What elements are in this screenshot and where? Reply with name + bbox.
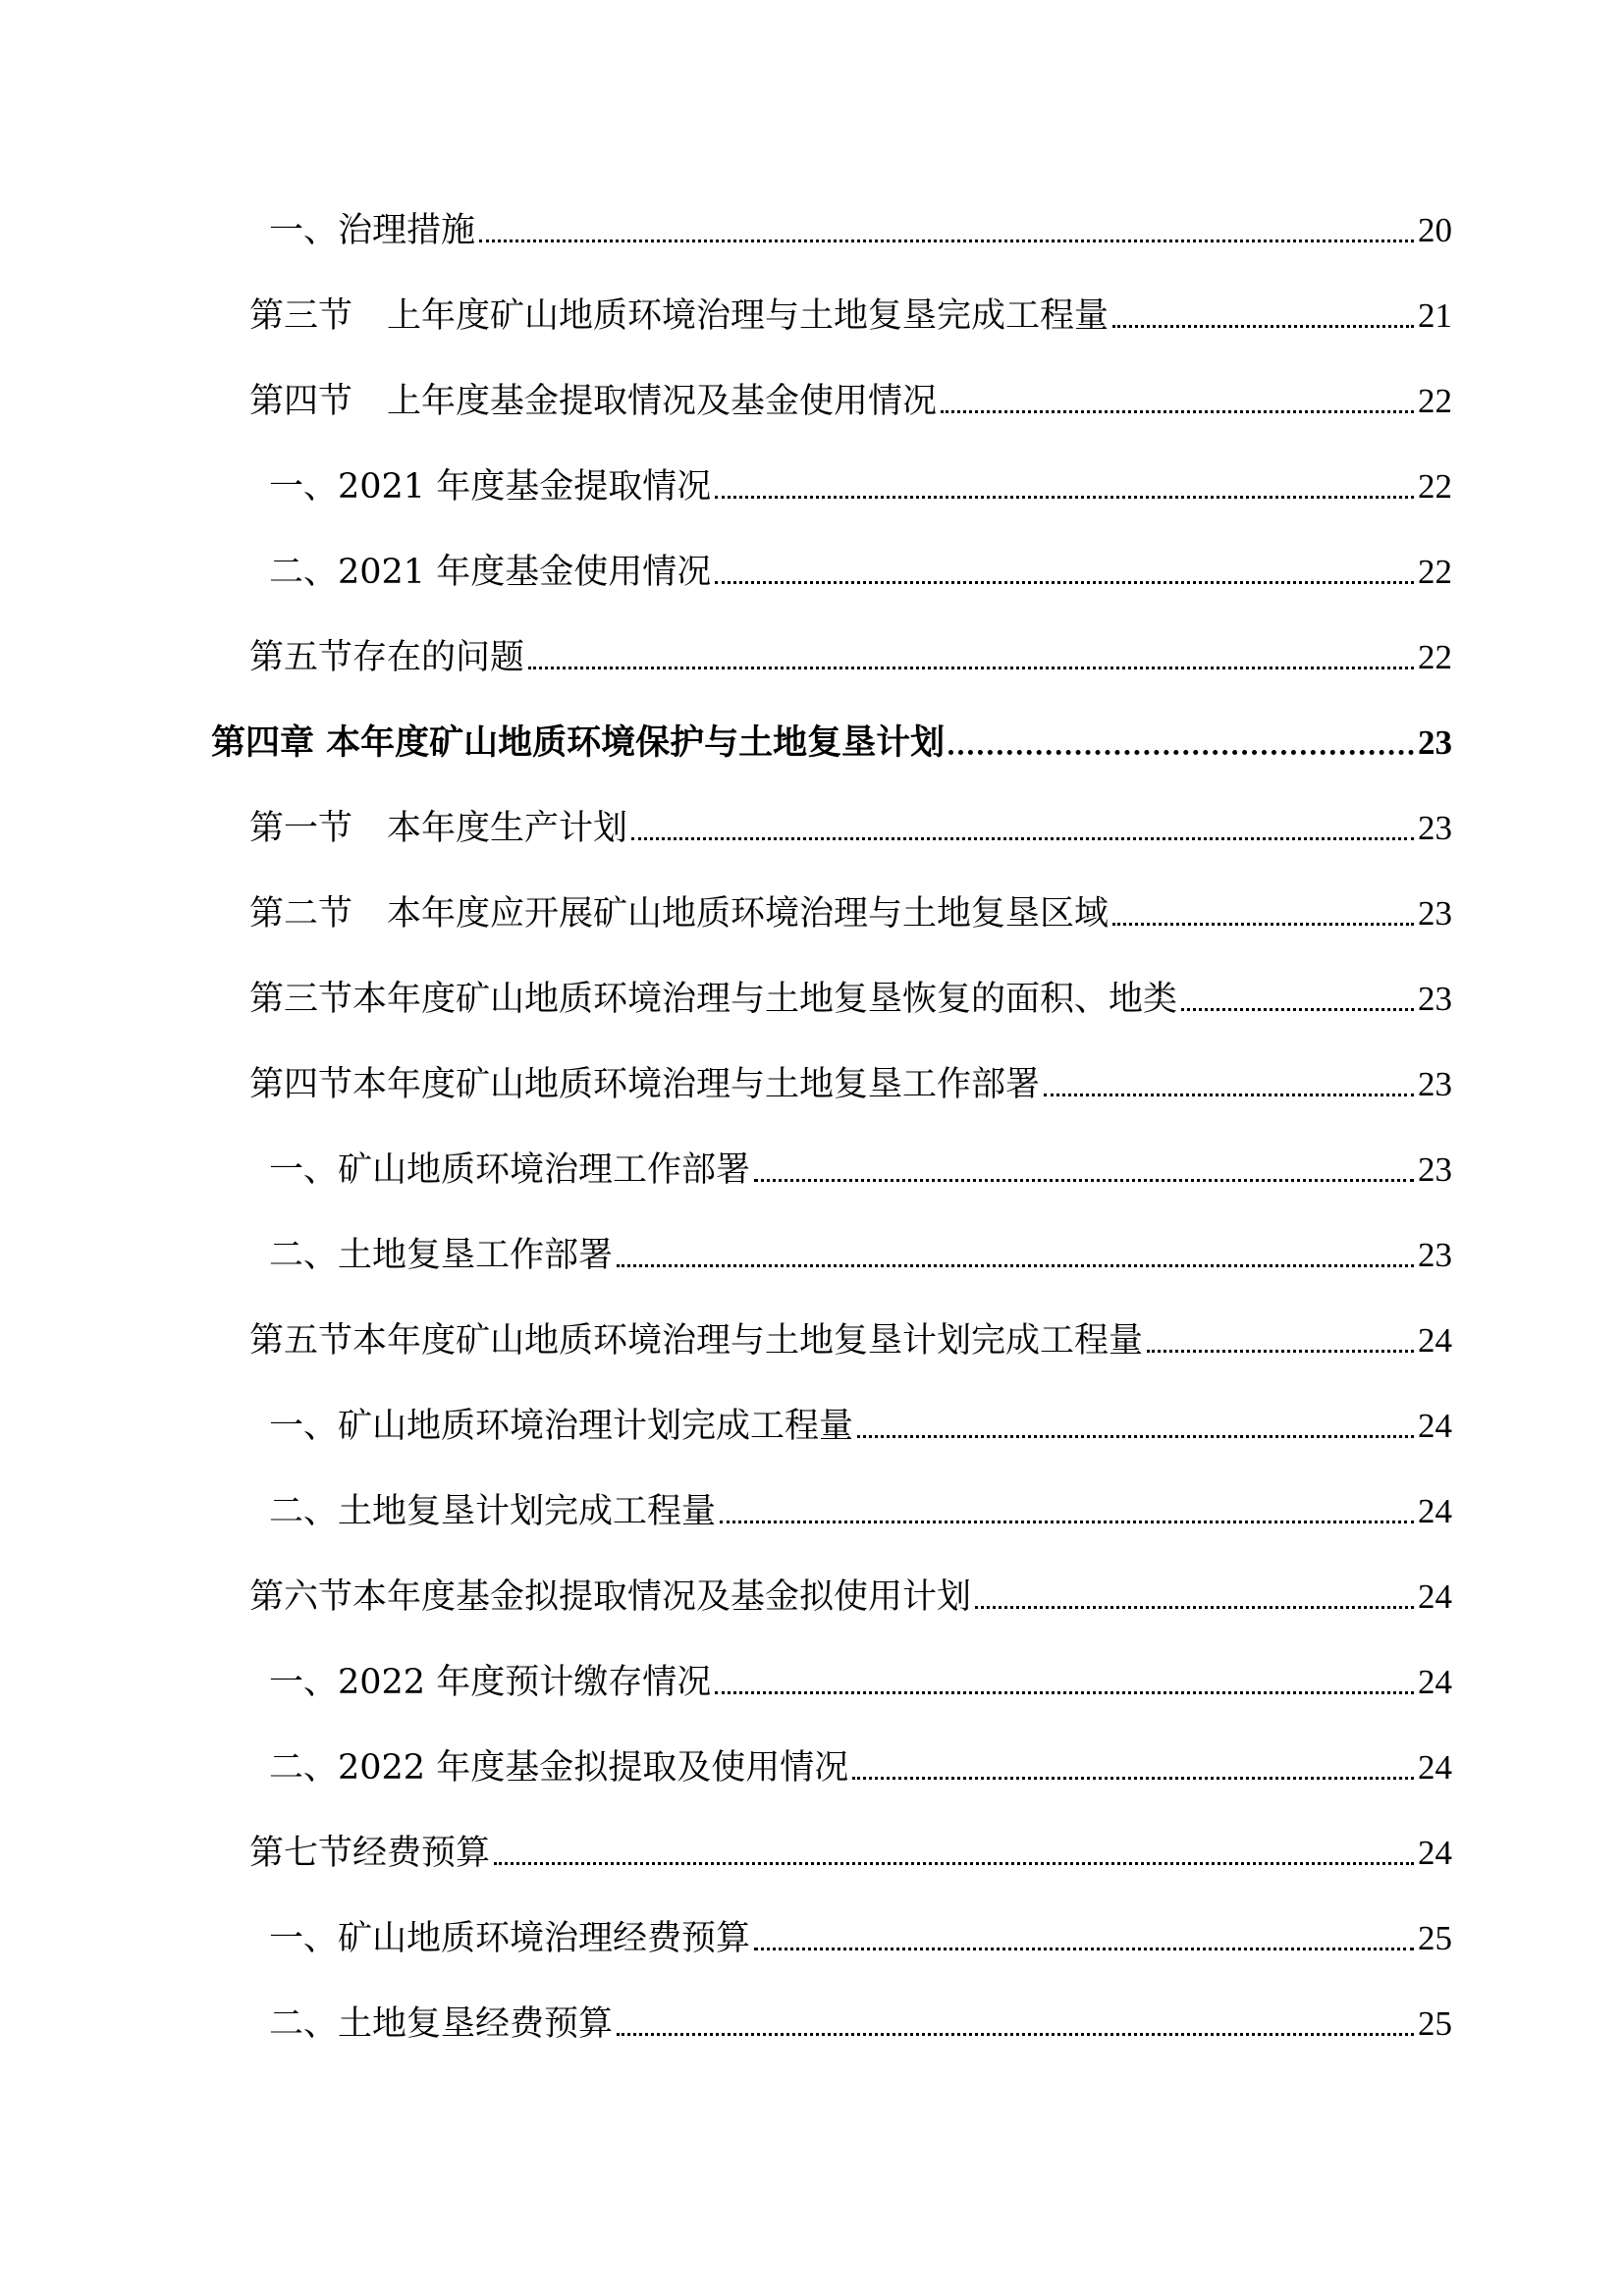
- toc-entry-title: 第三节 上年度矿山地质环境治理与土地复垦完成工程量: [249, 296, 1110, 336]
- toc-dot-leader: [754, 1179, 1414, 1182]
- toc-page-number: 22: [1418, 467, 1452, 506]
- toc-dot-leader: [1181, 1008, 1414, 1011]
- toc-page-number: 25: [1418, 2004, 1452, 2043]
- toc-entry[interactable]: [0, 608, 1624, 693]
- toc-dot-leader: [494, 1862, 1414, 1865]
- toc-dot-leader: [617, 1264, 1414, 1267]
- toc-entry[interactable]: [0, 1974, 1624, 2059]
- toc-page-number: 23: [1418, 980, 1452, 1018]
- toc-page-number: 22: [1418, 553, 1452, 591]
- toc-page-number: 20: [1418, 211, 1452, 249]
- toc-entry-title: 一、2021 年度基金提取情况: [269, 467, 712, 507]
- toc-entry[interactable]: [0, 778, 1624, 864]
- toc-page-number: 23: [1418, 894, 1452, 933]
- toc-entry-title: 一、治理措施: [269, 211, 476, 250]
- toc-page-number: 23: [1418, 1065, 1452, 1103]
- toc-entry[interactable]: [0, 266, 1624, 351]
- toc-entry-title: 第五节存在的问题: [249, 638, 525, 677]
- toc-entry[interactable]: [0, 1205, 1624, 1291]
- toc-dot-leader: [1112, 325, 1414, 328]
- toc-page-number: 23: [1418, 723, 1452, 762]
- toc-page-number: 23: [1418, 1236, 1452, 1274]
- toc-dot-leader: [852, 1777, 1414, 1780]
- toc-page-number: 24: [1418, 1663, 1452, 1701]
- toc-page-number: 22: [1418, 382, 1452, 420]
- toc-entry-title: 第四节本年度矿山地质环境治理与土地复垦工作部署: [249, 1065, 1041, 1104]
- toc-chapter-entry[interactable]: [0, 693, 1624, 778]
- toc-entry[interactable]: [0, 1376, 1624, 1462]
- toc-dot-leader: [720, 1521, 1414, 1523]
- toc-entry-title: 一、矿山地质环境治理计划完成工程量: [269, 1407, 854, 1446]
- toc-entry[interactable]: [0, 1632, 1624, 1718]
- toc-dot-leader: [1044, 1094, 1414, 1096]
- toc-dot-leader: [715, 581, 1414, 584]
- toc-page-number: 24: [1418, 1577, 1452, 1616]
- toc-dot-leader: [715, 1691, 1414, 1694]
- toc-entry-title: 第三节本年度矿山地质环境治理与土地复垦恢复的面积、地类: [249, 980, 1178, 1019]
- toc-entry[interactable]: [0, 864, 1624, 949]
- toc-entry[interactable]: [0, 949, 1624, 1035]
- toc-entry[interactable]: [0, 1291, 1624, 1376]
- toc-page-number: 23: [1418, 1150, 1452, 1189]
- toc-entry-title: 二、土地复垦工作部署: [269, 1236, 614, 1275]
- toc-entry-title: 二、土地复垦经费预算: [269, 2004, 614, 2044]
- toc-dot-leader: [1112, 923, 1414, 926]
- toc-page-number: 24: [1418, 1748, 1452, 1787]
- toc-dot-leader: [975, 1606, 1414, 1609]
- toc-entry-title: 第四节 上年度基金提取情况及基金使用情况: [249, 382, 938, 421]
- toc-page-number: 21: [1418, 296, 1452, 335]
- toc-page-number: 25: [1418, 1919, 1452, 1957]
- toc-page-number: 24: [1418, 1407, 1452, 1445]
- toc-entry[interactable]: [0, 1718, 1624, 1803]
- toc-entry-title: 第七节经费预算: [249, 1834, 491, 1873]
- toc-entry[interactable]: [0, 1035, 1624, 1120]
- toc-page-number: 23: [1418, 809, 1452, 847]
- toc-entry-title: 一、2022 年度预计缴存情况: [269, 1663, 712, 1702]
- toc-entry[interactable]: [0, 1547, 1624, 1632]
- toc-dot-leader: [941, 410, 1414, 413]
- table-of-contents: [0, 181, 1624, 2059]
- toc-entry-title: 二、2021 年度基金使用情况: [269, 553, 712, 592]
- toc-page-number: 24: [1418, 1492, 1452, 1530]
- toc-page-number: 24: [1418, 1321, 1452, 1360]
- toc-entry[interactable]: [0, 351, 1624, 437]
- toc-dot-leader: [857, 1435, 1414, 1438]
- toc-entry-title: 第一节 本年度生产计划: [249, 809, 628, 848]
- toc-dot-leader: [617, 2033, 1414, 2036]
- toc-dot-leader: [479, 240, 1414, 242]
- toc-entry[interactable]: [0, 522, 1624, 608]
- toc-entry-title: 第六节本年度基金拟提取情况及基金拟使用计划: [249, 1577, 972, 1617]
- toc-dot-leader: [715, 496, 1414, 499]
- toc-entry-title: 一、矿山地质环境治理工作部署: [269, 1150, 751, 1190]
- toc-dot-leader: [948, 750, 1414, 755]
- toc-entry[interactable]: [0, 181, 1624, 266]
- toc-page-number: 22: [1418, 638, 1452, 676]
- toc-dot-leader: [754, 1948, 1414, 1950]
- toc-entry[interactable]: [0, 1120, 1624, 1205]
- toc-entry[interactable]: [0, 1803, 1624, 1889]
- toc-dot-leader: [631, 837, 1414, 840]
- toc-entry[interactable]: [0, 1462, 1624, 1547]
- toc-entry-title: 第二节 本年度应开展矿山地质环境治理与土地复垦区域: [249, 894, 1110, 934]
- toc-page-number: 24: [1418, 1834, 1452, 1872]
- toc-entry-title: 二、土地复垦计划完成工程量: [269, 1492, 717, 1531]
- toc-chapter-title: 第四章 本年度矿山地质环境保护与土地复垦计划: [211, 722, 946, 763]
- toc-entry-title: 第五节本年度矿山地质环境治理与土地复垦计划完成工程量: [249, 1321, 1144, 1361]
- toc-entry[interactable]: [0, 1889, 1624, 1974]
- toc-dot-leader: [1147, 1350, 1414, 1353]
- toc-entry-title: 一、矿山地质环境治理经费预算: [269, 1919, 751, 1958]
- toc-entry[interactable]: [0, 437, 1624, 522]
- toc-dot-leader: [528, 667, 1414, 669]
- toc-entry-title: 二、2022 年度基金拟提取及使用情况: [269, 1748, 849, 1788]
